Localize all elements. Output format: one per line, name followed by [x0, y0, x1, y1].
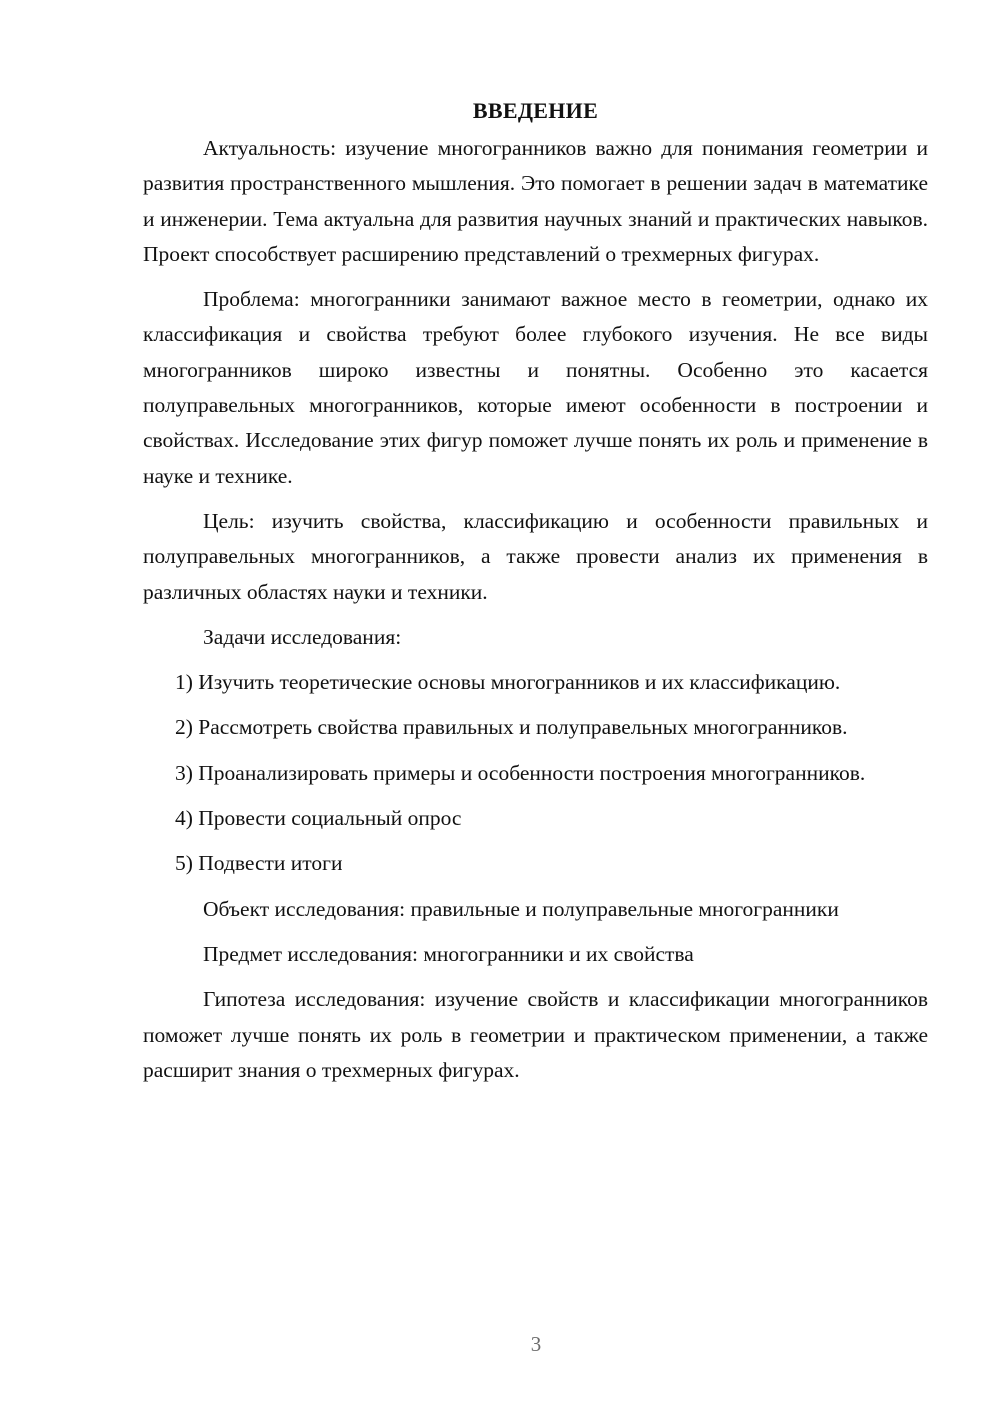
task-item: 4) Провести социальный опрос — [175, 806, 462, 831]
task-item: 3) Проанализировать примеры и особенности построения многогранников. — [175, 760, 866, 785]
document-page — [143, 95, 928, 1098]
task-item: 5) Подвести итоги — [175, 851, 343, 876]
subject-paragraph: Предмет исследования: многогранники и их свойства — [203, 941, 694, 966]
page-number: 3 — [530, 1332, 542, 1356]
task-item: 2) Рассмотреть свойства правильных и полуправельных многогранников. — [175, 715, 848, 740]
page-title: ВВЕДЕНИЕ — [472, 98, 599, 123]
hypothesis-paragraph: Гипотеза исследования: изучение свойств и классификации многогранников поможет лучше понять их роль в геометрии и практическом применении, а также расширит знания о трехмерных фигурах. — [143, 987, 928, 1082]
relevance-paragraph: Актуальность: изучение многогранников важно для понимания геометрии и развития пространственного мышления. Это помогает в решении задач в математике и инженерии. Тема актуальна для развития научных знаний и практических навыков. Проект способствует расширению представлений о трехмерных фигурах. — [143, 136, 928, 266]
problem-paragraph: Проблема: многогранники занимают важное место в геометрии, однако их классификация и свойства требуют более глубокого изучения. Не все виды многогранников широко известны и понятны. Особенно это касается полуправельных многогранников, которые имеют особенности в построении и свойствах. Исследование этих фигур поможет лучше понять их роль и применение в науке и технике. — [143, 287, 928, 488]
task-item: 1) Изучить теоретические основы многогранников и их классификацию. — [175, 670, 841, 695]
tasks-title: Задачи исследования: — [203, 624, 402, 649]
object-paragraph: Объект исследования: правильные и полуправельные многогранники — [203, 896, 839, 921]
goal-paragraph: Цель: изучить свойства, классификацию и особенности правильных и полуправельных многогранников, а также провести анализ их применения в различных областях науки и техники. — [143, 508, 928, 604]
